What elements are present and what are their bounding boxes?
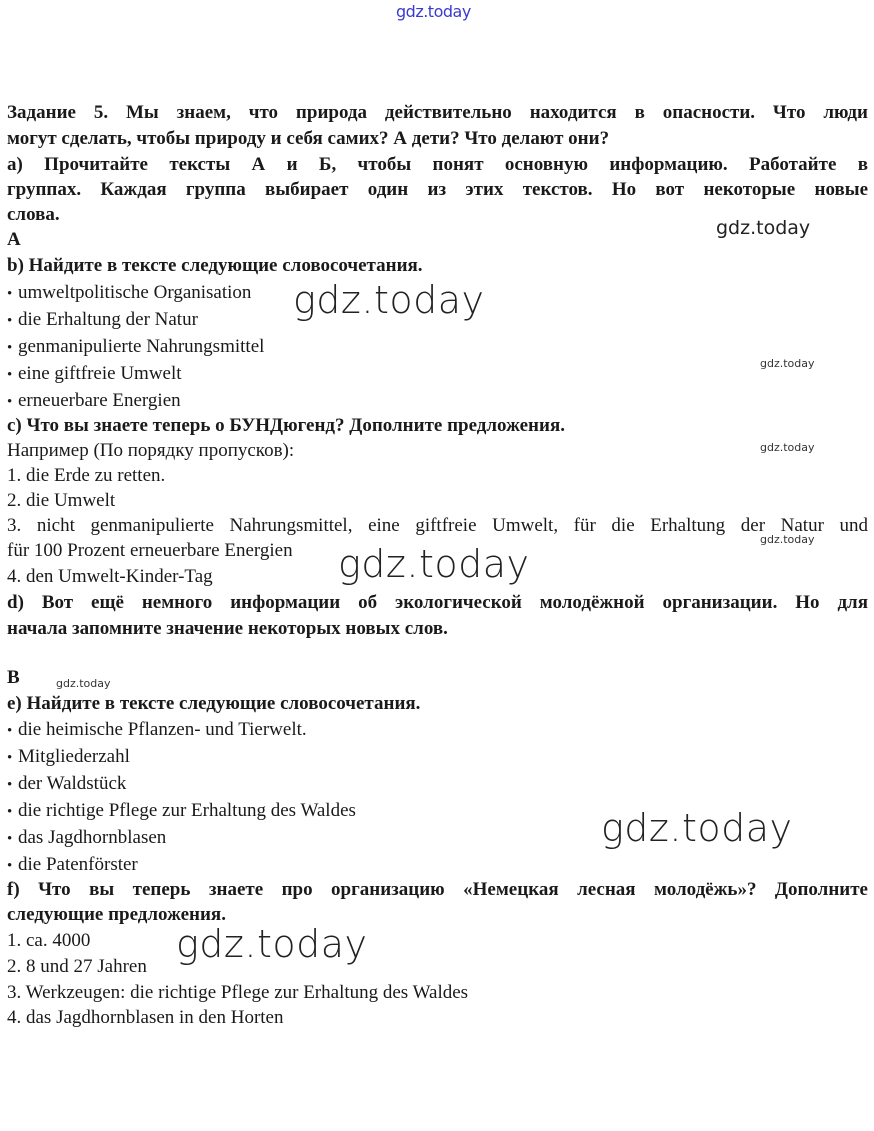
c-answer-2: 2. die Umwelt [7, 490, 116, 511]
b-item-1: • umweltpolitische Organisation [7, 280, 868, 307]
f-answer-3: 3. Werkzeugen: die richtige Pflege zur Erhaltung des Waldes [7, 982, 469, 1003]
c-intro: Например (По порядку пропусков): [7, 440, 295, 461]
watermark-4: gdz.today [760, 441, 815, 454]
watermark-3: gdz.today [760, 357, 815, 370]
e-heading: e) Найдите в тексте следующие словосочетания. [7, 693, 421, 714]
watermark-2: gdz.today [293, 278, 485, 322]
c-answer-4: 4. den Umwelt-Kinder-Tag [7, 566, 213, 587]
watermark-9: gdz.today [176, 922, 368, 966]
f-answer-1: 1. ca. 4000 [7, 930, 91, 951]
d-line2: начала запомните значение некоторых новых слов. [7, 618, 448, 639]
e-item-2: • Mitgliederzahl [7, 744, 868, 771]
f-line1: f) Что вы теперь знаете про организацию «Немецкая лесная молодёжь»? Дополните [7, 879, 868, 900]
watermark-8: gdz.today [601, 806, 793, 850]
task-title-line1: Задание 5. Мы знаем, что природа действительно находится в опасности. Что люди [7, 102, 868, 123]
e-item-5: • das Jagdhornblasen [7, 825, 868, 852]
b-item-2: • die Erhaltung der Natur [7, 307, 868, 334]
c-answer-3-cont: für 100 Prozent erneuerbare Energien [7, 540, 293, 561]
b-item-5: • erneuerbare Energien [7, 388, 868, 415]
task-title-line2: могут сделать, чтобы природу и себя самих? А дети? Что делают они? [7, 128, 610, 149]
e-item-6: • die Patenförster [7, 852, 868, 879]
e-item-1: • die heimische Pflanzen- und Tierwelt. [7, 717, 868, 744]
f-answer-2: 2. 8 und 27 Jahren [7, 956, 147, 977]
task-a-line1: а) Прочитайте тексты А и Б, чтобы понят основную информацию. Работайте в [7, 154, 868, 175]
b-heading: b) Найдите в тексте следующие словосочетания. [7, 255, 423, 276]
section-b-label: B [7, 667, 20, 688]
task-a-line3: слова. [7, 204, 60, 225]
e-item-4: • die richtige Pflege zur Erhaltung des Waldes [7, 798, 868, 825]
b-item-4: • eine giftfreie Umwelt [7, 361, 868, 388]
b-item-3: • genmanipulierte Nahrungsmittel [7, 334, 868, 361]
d-line1: d) Вот ещё немного информации об экологической молодёжной организации. Но для [7, 592, 868, 613]
c-answer-1: 1. die Erde zu retten. [7, 465, 166, 486]
c-answer-3: 3. nicht genmanipulierte Nahrungsmittel, eine giftfreie Umwelt, für die Erhaltung der Natur und [7, 515, 868, 536]
watermark-5: gdz.today [760, 533, 815, 546]
e-item-3: • der Waldstück [7, 771, 868, 798]
watermark-6: gdz.today [338, 542, 530, 586]
f-line2: следующие предложения. [7, 904, 226, 925]
watermark-7: gdz.today [56, 677, 111, 690]
section-a-label: А [7, 229, 21, 250]
watermark-1: gdz.today [716, 217, 811, 239]
task-a-line2: группах. Каждая группа выбирает один из этих текстов. Но вот некоторые новые [7, 179, 868, 200]
f-answer-4: 4. das Jagdhornblasen in den Horten [7, 1007, 284, 1028]
c-heading: c) Что вы знаете теперь о БУНДюгенд? Дополните предложения. [7, 415, 565, 436]
watermark-top: gdz.today [396, 2, 471, 21]
